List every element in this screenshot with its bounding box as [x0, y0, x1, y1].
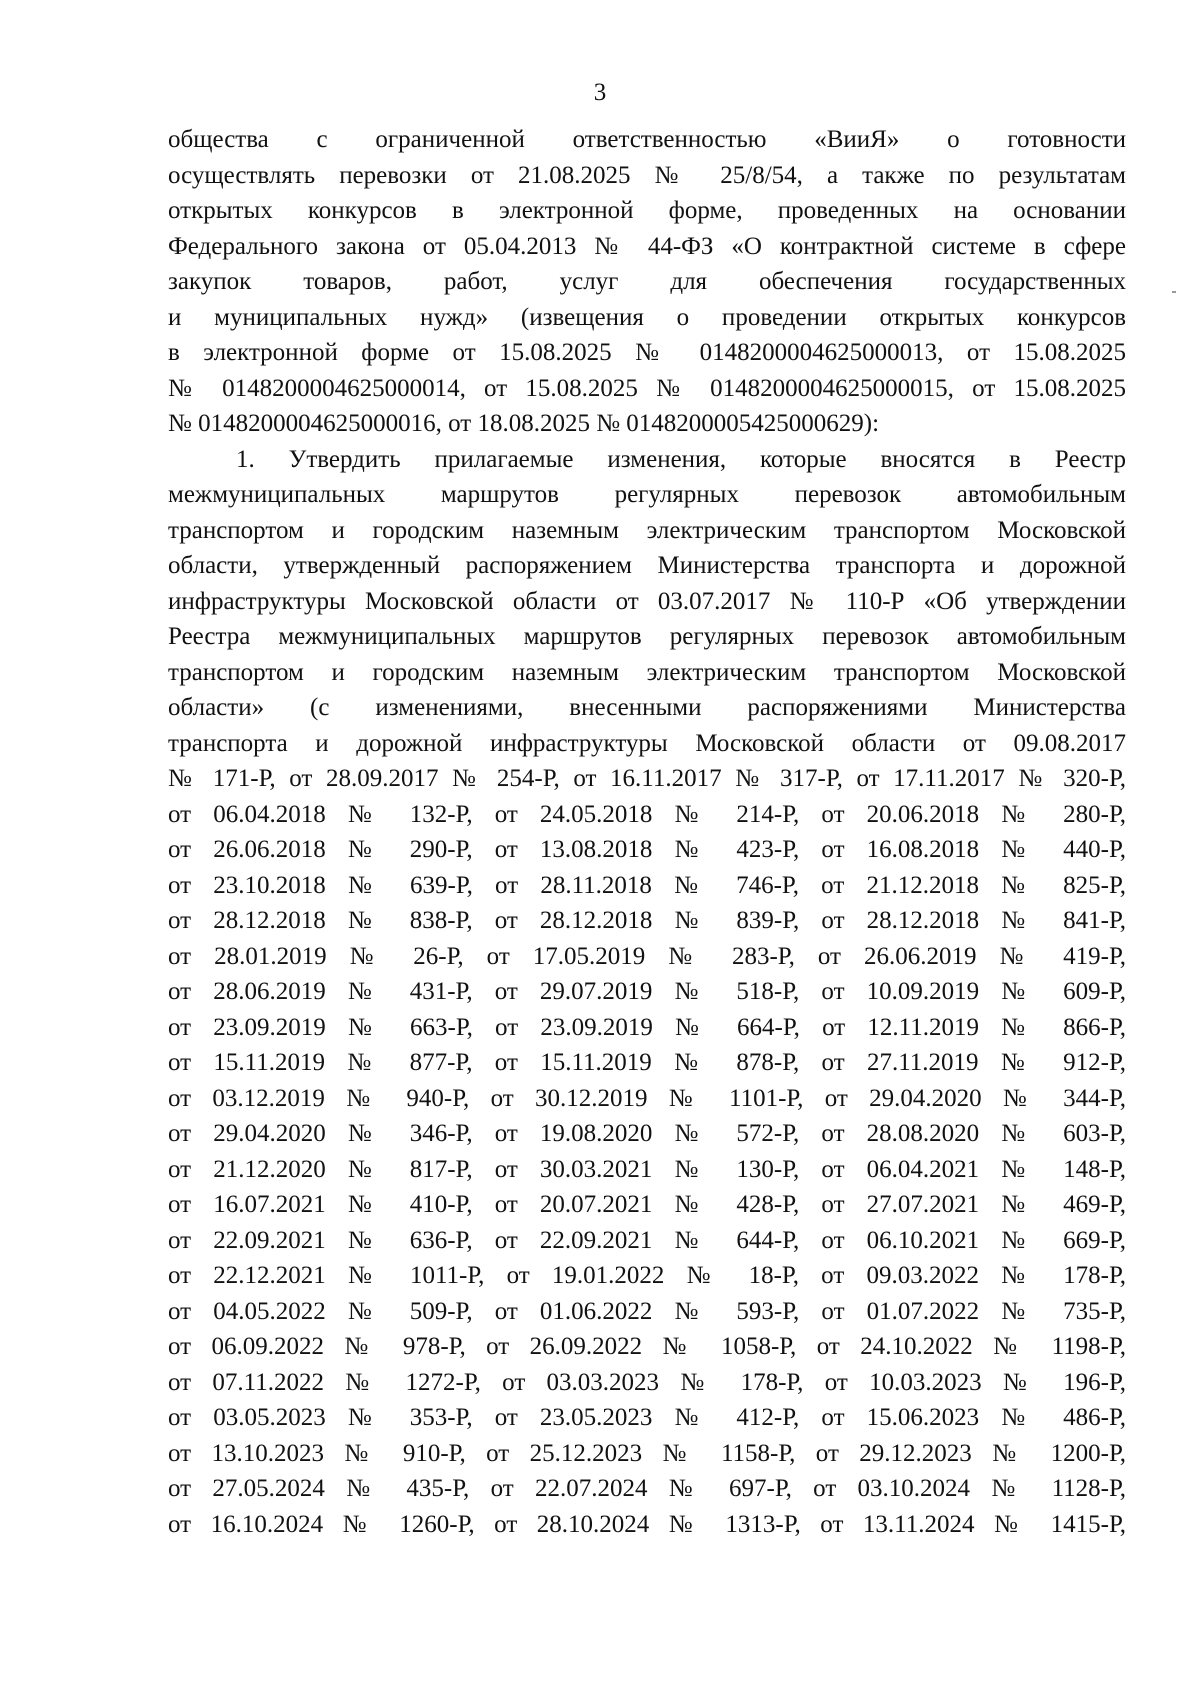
text-line: от 22.09.2021 № 636-Р, от 22.09.2021 № 644-Р, от 06.10.2021 № 669-Р, [168, 1226, 1126, 1254]
text-line: от 26.06.2018 № 290-Р, от 13.08.2018 № 423-Р, от 16.08.2018 № 440-Р, [168, 836, 1126, 863]
text-line: от 29.04.2020 № 346-Р, от 19.08.2020 № 572-Р, от 28.08.2020 № 603-Р, [168, 1120, 1126, 1147]
text-line: № 171-Р, от 28.09.2017 № 254-Р, от 16.11.2017 № 317-Р, от 17.11.2017 № 320-Р, [168, 765, 1126, 792]
text-line: 1. Утвердить прилагаемые изменения, которые вносятся в Реестр [236, 445, 1126, 473]
text-line: в электронной форме от 15.08.2025 № 0148200004625000013, от 15.08.2025 [168, 339, 1126, 366]
text-line: от 28.01.2019 № 26-Р, от 17.05.2019 № 283-Р, от 26.06.2019 № 419-Р, [168, 942, 1126, 970]
text-line: транспорта и дорожной инфраструктуры Московской области от 09.08.2017 [168, 729, 1126, 757]
text-line: от 15.11.2019 № 877-Р, от 15.11.2019 № 878-Р, от 27.11.2019 № 912-Р, [168, 1049, 1126, 1076]
text-line: области, утвержденный распоряжением Министерства транспорта и дорожной [168, 552, 1126, 579]
text-line: от 23.10.2018 № 639-Р, от 28.11.2018 № 746-Р, от 21.12.2018 № 825-Р, [168, 871, 1126, 899]
text-line: от 16.10.2024 № 1260-Р, от 28.10.2024 № 1313-Р, от 13.11.2024 № 1415-Р, [168, 1510, 1126, 1538]
text-line: от 06.04.2018 № 132-Р, от 24.05.2018 № 214-Р, от 20.06.2018 № 280-Р, [168, 800, 1126, 828]
scan-speck [1172, 291, 1176, 293]
text-line: транспортом и городским наземным электрическим транспортом Московской [168, 658, 1126, 686]
text-line: инфраструктуры Московской области от 03.07.2017 № 110-Р «Об утверждении [168, 587, 1126, 615]
text-line: от 07.11.2022 № 1272-Р, от 03.03.2023 № 178-Р, от 10.03.2023 № 196-Р, [168, 1368, 1126, 1396]
text-line: закупок товаров, работ, услуг для обеспечения государственных [168, 268, 1126, 295]
text-line: от 03.12.2019 № 940-Р, от 30.12.2019 № 1101-Р, от 29.04.2020 № 344-Р, [168, 1084, 1126, 1112]
text-line: области» (с изменениями, внесенными распоряжениями Министерства [168, 694, 1126, 721]
text-line: от 16.07.2021 № 410-Р, от 20.07.2021 № 428-Р, от 27.07.2021 № 469-Р, [168, 1191, 1126, 1218]
page-number: 3 [593, 79, 607, 106]
text-line [168, 1542, 1126, 1578]
text-line: № 0148200004625000014, от 15.08.2025 № 0148200004625000015, от 15.08.2025 [168, 374, 1126, 402]
text-line: от 23.09.2019 № 663-Р, от 23.09.2019 № 664-Р, от 12.11.2019 № 866-Р, [168, 1013, 1126, 1041]
paragraph-preamble [168, 122, 1126, 442]
text-line: межмуниципальных маршрутов регулярных перевозок автомобильным [168, 481, 1126, 508]
text-line: от 22.12.2021 № 1011-Р, от 19.01.2022 № 18-Р, от 09.03.2022 № 178-Р, [168, 1262, 1126, 1289]
text-line: и муниципальных нужд» (извещения о проведении открытых конкурсов [168, 303, 1126, 331]
text-line: от 03.05.2023 № 353-Р, от 23.05.2023 № 412-Р, от 15.06.2023 № 486-Р, [168, 1404, 1126, 1431]
paragraph-item-1 [168, 442, 1126, 1578]
text-line: от 04.05.2022 № 509-Р, от 01.06.2022 № 593-Р, от 01.07.2022 № 735-Р, [168, 1297, 1126, 1325]
document-body [168, 122, 1126, 1578]
text-line: Федерального закона от 05.04.2013 № 44-ФЗ «О контрактной системе в сфере [168, 232, 1126, 260]
text-line: Реестра межмуниципальных маршрутов регулярных перевозок автомобильным [168, 623, 1126, 650]
text-line: от 06.09.2022 № 978-Р, от 26.09.2022 № 1058-Р, от 24.10.2022 № 1198-Р, [168, 1333, 1126, 1360]
text-line: от 27.05.2024 № 435-Р, от 22.07.2024 № 697-Р, от 03.10.2024 № 1128-Р, [168, 1475, 1126, 1502]
text-line: от 21.12.2020 № 817-Р, от 30.03.2021 № 130-Р, от 06.04.2021 № 148-Р, [168, 1155, 1126, 1183]
text-line: транспортом и городским наземным электрическим транспортом Московской [168, 516, 1126, 544]
text-line: общества с ограниченной ответственностью «ВииЯ» о готовности [168, 126, 1126, 153]
text-line: от 28.12.2018 № 838-Р, от 28.12.2018 № 839-Р, от 28.12.2018 № 841-Р, [168, 907, 1126, 934]
text-line: от 13.10.2023 № 910-Р, от 25.12.2023 № 1158-Р, от 29.12.2023 № 1200-Р, [168, 1439, 1126, 1467]
text-line: открытых конкурсов в электронной форме, проведенных на основании [168, 197, 1126, 224]
text-line: № 0148200004625000016, от 18.08.2025 № 0148200005425000629): [168, 410, 880, 437]
text-line: от 28.06.2019 № 431-Р, от 29.07.2019 № 518-Р, от 10.09.2019 № 609-Р, [168, 978, 1126, 1005]
text-line: осуществлять перевозки от 21.08.2025 № 25/8/54, а также по результатам [168, 161, 1126, 189]
